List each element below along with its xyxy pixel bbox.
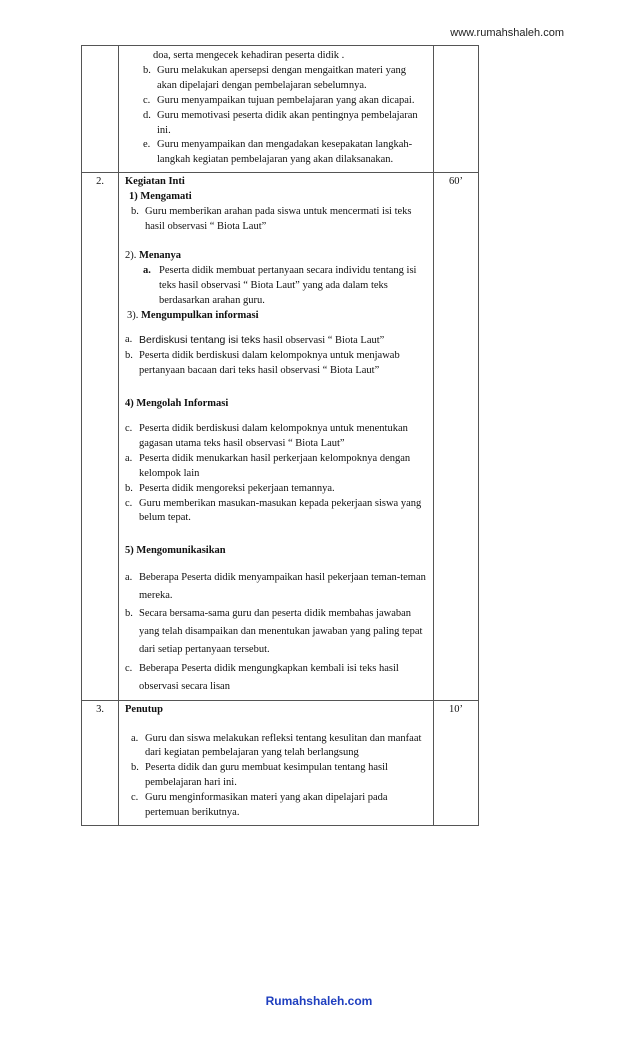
list-text: Beberapa Peserta didik menyampaikan hasil pekerjaan teman-teman mereka.: [139, 572, 426, 602]
list-text: Guru menyampaikan tujuan pembelajaran yang akan dicapai.: [157, 94, 415, 106]
row-number: 2.: [82, 173, 119, 700]
list-marker: b.: [125, 350, 133, 362]
step-heading-text: Menanya: [139, 249, 181, 261]
list-item: [125, 333, 427, 349]
footer-site-name: Rumahshaleh.com: [265, 994, 373, 1008]
row-duration-cell: [434, 46, 479, 173]
list-marker: a.: [125, 572, 133, 584]
list-text: Guru menyampaikan dan mengadakan kesepakatan langkah-langkah kegiatan pembelajaran yang akan dilaksanakan.: [157, 139, 413, 166]
row-number-cell: [82, 46, 119, 173]
list-item: [125, 109, 427, 139]
list-item: [125, 482, 427, 497]
list-text: Peserta didik membuat pertanyaan secara individu tentang isi teks hasil observasi “ Biota Laut” yang ada dalam teks berdasarkan arahan guru.: [159, 264, 417, 306]
step-heading-mengumpulkan: [125, 309, 427, 324]
list-item: [125, 791, 427, 821]
section-title: Penutup: [125, 703, 163, 715]
list-item: [125, 660, 427, 696]
table-row-pendahuluan: [82, 46, 479, 173]
list-item: [125, 264, 427, 309]
step-prefix: 3).: [127, 309, 139, 321]
list-text: Secara bersama-sama guru dan peserta didik membahas jawaban yang telah disampaikan dan menentukan jawaban yang paling tepat dari setiap pertanyaan tersebut.: [139, 608, 423, 656]
list-marker: c.: [125, 662, 133, 674]
list-text: Peserta didik berdiskusi dalam kelompoknya untuk menentukan gagasan utama teks hasil observasi “ Biota Laut”: [139, 423, 408, 449]
list-marker: b.: [131, 206, 139, 218]
list-item: [125, 64, 427, 94]
list-marker: a.: [125, 452, 133, 464]
list-item-lead: doa, serta mengecek kehadiran peserta didik .: [153, 50, 345, 61]
lesson-plan-table: [81, 45, 479, 826]
list-item: [125, 761, 427, 791]
list-item: [125, 138, 427, 168]
row-duration: 60’: [434, 173, 479, 700]
list-marker: e.: [143, 139, 151, 151]
list-marker: a.: [125, 334, 133, 346]
header-url: www.rumahshaleh.com: [450, 27, 564, 39]
list-text: Peserta didik dan guru membuat kesimpulan tentang hasil pembelajaran hari ini.: [145, 762, 388, 789]
list-marker: c.: [125, 497, 133, 509]
row-duration: 10’: [434, 700, 479, 825]
list-marker: d.: [143, 109, 151, 121]
step-heading-menanya: [125, 249, 427, 264]
list-text: Beberapa Peserta didik mengungkapkan kembali isi teks hasil observasi secara lisan: [139, 662, 399, 692]
row-content-cell: [119, 173, 434, 700]
list-text: Guru memberikan arahan pada siswa untuk mencermati isi teks hasil observasi “ Biota Laut”: [145, 206, 412, 232]
list-text: Guru memotivasi peserta didik akan pentingnya pembelajaran ini.: [157, 109, 418, 136]
row-content-cell: [119, 700, 434, 825]
list-item: [125, 349, 427, 379]
list-item: [125, 422, 427, 452]
step-heading-mengamati: 1) Mengamati: [129, 191, 192, 203]
list-item: [125, 569, 427, 605]
list-text: Peserta didik menukarkan hasil perkerjaan kelompoknya dengan kelompok lain: [139, 452, 411, 479]
row-content-cell: [119, 46, 434, 173]
list-text: Peserta didik berdiskusi dalam kelompoknya untuk menjawab pertanyaan bacaan dari teks hasil observasi “ Biota Laut”: [139, 350, 400, 377]
list-marker: b.: [125, 608, 133, 620]
list-text: Guru menginformasikan materi yang akan dipelajari pada pertemuan berikutnya.: [145, 792, 388, 819]
list-item: [125, 94, 427, 109]
list-marker: b.: [143, 64, 151, 76]
list-marker: c.: [125, 423, 133, 435]
step-heading-mengomunikasikan: 5) Mengomunikasikan: [125, 545, 226, 557]
list-item: [125, 732, 427, 762]
list-text: Guru memberikan masukan-masukan kepada pekerjaan siswa yang belum tepat.: [139, 497, 422, 524]
table-row-kegiatan-inti: [82, 173, 479, 700]
row-number: 3.: [82, 700, 119, 825]
list-text: Peserta didik mengoreksi pekerjaan temannya.: [139, 482, 335, 494]
list-text-sans: Berdiskusi tentang isi teks: [139, 334, 261, 347]
list-text: Guru dan siswa melakukan refleksi tentang kesulitan dan manfaat dari kegiatan pembelajaran yang telah berlangsung: [145, 732, 422, 759]
step-prefix: 2).: [125, 249, 137, 261]
section-title: Kegiatan Inti: [125, 176, 185, 188]
list-marker: b.: [131, 762, 139, 774]
list-text: Guru melakukan apersepsi dengan mengaitkan materi yang akan dipelajari dengan pembelajaran sebelumnya.: [157, 64, 406, 91]
list-item: [125, 497, 427, 527]
list-marker: b.: [125, 482, 133, 494]
list-item: [125, 205, 427, 235]
table-row-penutup: [82, 700, 479, 825]
list-text: [139, 333, 427, 349]
list-marker: c.: [143, 94, 151, 106]
step-heading-mengolah: 4) Mengolah Informasi: [125, 398, 229, 410]
list-text-serif: hasil observasi “ Biota Laut”: [260, 335, 385, 347]
list-marker: a.: [143, 264, 151, 276]
list-item: [125, 605, 427, 659]
list-marker: c.: [131, 792, 139, 804]
step-heading-text: Mengumpulkan informasi: [141, 309, 259, 321]
list-item: [125, 452, 427, 482]
list-marker: a.: [131, 732, 139, 744]
